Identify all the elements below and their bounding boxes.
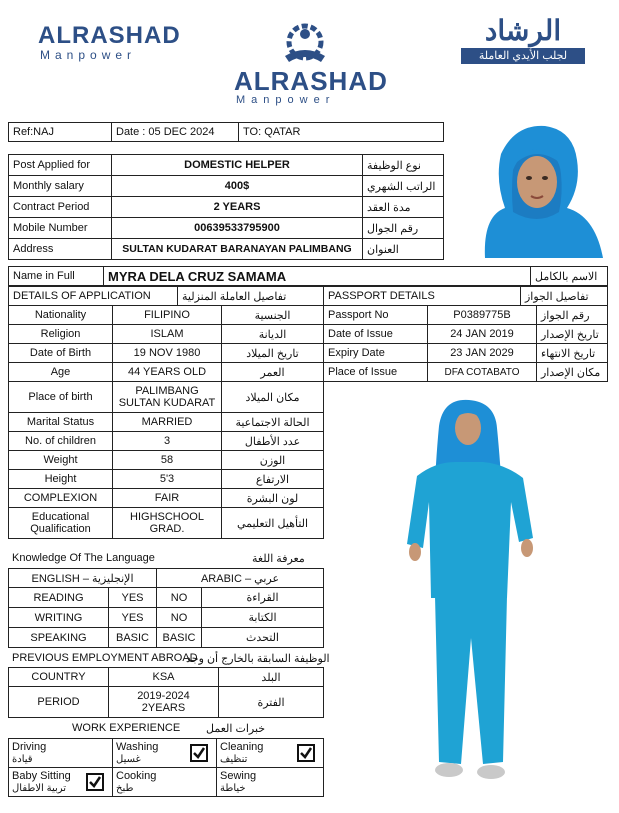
center-logo-sub: Manpower bbox=[236, 94, 336, 106]
job-ar-2: مدة العقد bbox=[362, 196, 444, 218]
lang-english-header: ENGLISH – الإنجليزية bbox=[8, 568, 157, 588]
portrait-photo bbox=[455, 120, 607, 258]
job-value-1: 400$ bbox=[111, 175, 363, 197]
work-item-ar: تربية الاطفال bbox=[12, 783, 67, 794]
detail-ar: تاريخ الميلاد bbox=[221, 343, 324, 363]
passport-label: Passport No bbox=[323, 305, 428, 325]
job-ar-3: رقم الجوال bbox=[362, 217, 444, 239]
center-logo-title: ALRASHAD bbox=[234, 66, 388, 96]
passport-label: Expiry Date bbox=[323, 343, 428, 363]
name-ar: الاسم بالكامل bbox=[530, 266, 608, 286]
work-item-en: Baby Sitting bbox=[12, 770, 71, 782]
passport-value: DFA COTABATO bbox=[427, 362, 537, 382]
left-logo-sub: Manpower bbox=[40, 48, 137, 62]
detail-ar: الوزن bbox=[221, 450, 324, 470]
job-label-3: Mobile Number bbox=[8, 217, 112, 239]
lang-english-value: YES bbox=[108, 587, 157, 608]
center-logo bbox=[230, 22, 388, 106]
work-item-ar: خياطة bbox=[220, 783, 246, 794]
lang-skill-label: WRITING bbox=[8, 607, 109, 628]
handshake-gear-icon bbox=[275, 22, 335, 68]
name-label: Name in Full bbox=[8, 266, 104, 286]
job-value-0: DOMESTIC HELPER bbox=[111, 154, 363, 176]
passport-ar: تاريخ الانتهاء bbox=[536, 343, 608, 363]
detail-value: 58 bbox=[112, 450, 222, 470]
work-item-ar: طبخ bbox=[116, 783, 134, 794]
lang-skill-label: READING bbox=[8, 587, 109, 608]
period-value: 2019-2024 2YEARS bbox=[108, 686, 219, 718]
lang-english-value: YES bbox=[108, 607, 157, 628]
work-item-ar: غسيل bbox=[116, 754, 141, 765]
passport-ar: تاريخ الإصدار bbox=[536, 324, 608, 344]
job-value-4: SULTAN KUDARAT BARANAYAN PALIMBANG bbox=[111, 238, 363, 260]
job-value-2: 2 YEARS bbox=[111, 196, 363, 218]
detail-ar: مكان الميلاد bbox=[221, 381, 324, 413]
job-ar-4: العنوان bbox=[362, 238, 444, 260]
passport-value: 24 JAN 2019 bbox=[427, 324, 537, 344]
work-item bbox=[112, 767, 217, 797]
language-title: Knowledge Of The Language bbox=[12, 552, 155, 564]
work-title-ar: خبرات العمل bbox=[206, 723, 266, 735]
passport-label: Date of Issue bbox=[323, 324, 428, 344]
detail-ar: العمر bbox=[221, 362, 324, 382]
detail-value: MARRIED bbox=[112, 412, 222, 432]
checkbox-checked-icon bbox=[297, 744, 315, 762]
lang-skill-ar: القراءة bbox=[201, 587, 324, 608]
work-item-en: Driving bbox=[12, 741, 47, 753]
work-item-ar: تنظيف bbox=[220, 754, 248, 765]
period-ar: الفترة bbox=[218, 686, 324, 718]
work-title: WORK EXPERIENCE bbox=[72, 722, 181, 734]
right-logo-title: الرشاد bbox=[484, 15, 562, 46]
work-item-en: Washing bbox=[116, 741, 159, 753]
work-item-en: Cooking bbox=[116, 770, 157, 782]
passport-ar: رقم الجواز bbox=[536, 305, 608, 325]
ref-to: TO: QATAR bbox=[238, 122, 444, 142]
detail-value: 5'3 bbox=[112, 469, 222, 489]
detail-ar: الحالة الاجتماعية bbox=[221, 412, 324, 432]
language-title-ar: معرفة اللغة bbox=[252, 553, 305, 565]
detail-ar: الديانة bbox=[221, 324, 324, 344]
left-logo bbox=[38, 22, 183, 66]
details-app-header: DETAILS OF APPLICATION bbox=[8, 286, 178, 306]
employment-title: PREVIOUS EMPLOYMENT ABROAD bbox=[12, 652, 198, 664]
left-logo-title: ALRASHAD bbox=[38, 22, 181, 49]
job-value-3: 00639533795900 bbox=[111, 217, 363, 239]
detail-value: HIGHSCHOOL GRAD. bbox=[112, 507, 222, 539]
detail-value: FAIR bbox=[112, 488, 222, 508]
detail-label: No. of children bbox=[8, 431, 113, 451]
detail-label: Age bbox=[8, 362, 113, 382]
detail-label: Date of Birth bbox=[8, 343, 113, 363]
name-value: MYRA DELA CRUZ SAMAMA bbox=[103, 266, 531, 286]
detail-ar: الجنسية bbox=[221, 305, 324, 325]
detail-label: Weight bbox=[8, 450, 113, 470]
country-label: COUNTRY bbox=[8, 667, 109, 687]
work-item bbox=[8, 767, 113, 797]
work-item-en: Sewing bbox=[220, 770, 257, 782]
detail-ar: الارتفاع bbox=[221, 469, 324, 489]
lang-arabic-value: NO bbox=[156, 607, 202, 628]
job-label-0: Post Applied for bbox=[8, 154, 112, 176]
ref-date: Date : 05 DEC 2024 bbox=[111, 122, 239, 142]
detail-label: COMPLEXION bbox=[8, 488, 113, 508]
work-item bbox=[112, 738, 217, 768]
full-body-photo bbox=[395, 398, 545, 790]
work-item bbox=[8, 738, 113, 768]
lang-english-value: BASIC bbox=[108, 627, 157, 648]
lang-arabic-value: BASIC bbox=[156, 627, 202, 648]
checkbox-checked-icon bbox=[190, 744, 208, 762]
detail-value: PALIMBANG SULTAN KUDARAT bbox=[112, 381, 222, 413]
passport-value: P0389775B bbox=[427, 305, 537, 325]
job-label-1: Monthly salary bbox=[8, 175, 112, 197]
detail-label: Place of birth bbox=[8, 381, 113, 413]
passport-label: Place of Issue bbox=[323, 362, 428, 382]
detail-ar: لون البشرة bbox=[221, 488, 324, 508]
detail-value: 3 bbox=[112, 431, 222, 451]
job-ar-1: الراتب الشهري bbox=[362, 175, 444, 197]
detail-label: Educational Qualification bbox=[8, 507, 113, 539]
lang-skill-ar: التحدث bbox=[201, 627, 324, 648]
passport-value: 23 JAN 2029 bbox=[427, 343, 537, 363]
work-item-en: Cleaning bbox=[220, 741, 264, 753]
job-label-4: Address bbox=[8, 238, 112, 260]
ref-number: Ref:NAJ bbox=[8, 122, 112, 142]
job-ar-0: نوع الوظيفة bbox=[362, 154, 444, 176]
lang-skill-label: SPEAKING bbox=[8, 627, 109, 648]
detail-value: 44 YEARS OLD bbox=[112, 362, 222, 382]
portrait-icon bbox=[455, 120, 607, 258]
full-body-icon bbox=[395, 398, 545, 790]
work-item bbox=[216, 738, 324, 768]
employment-title-ar: الوظيفة السابقة بالخارج أن وجد bbox=[186, 653, 330, 665]
passport-header-ar: تفاصيل الجواز bbox=[520, 286, 608, 306]
detail-value: ISLAM bbox=[112, 324, 222, 344]
right-logo bbox=[455, 14, 590, 64]
detail-value: FILIPINO bbox=[112, 305, 222, 325]
work-item bbox=[216, 767, 324, 797]
detail-ar: التأهيل التعليمي bbox=[221, 507, 324, 539]
detail-value: 19 NOV 1980 bbox=[112, 343, 222, 363]
work-item-ar: قيادة bbox=[12, 754, 33, 765]
detail-label: Nationality bbox=[8, 305, 113, 325]
job-label-2: Contract Period bbox=[8, 196, 112, 218]
passport-header: PASSPORT DETAILS bbox=[323, 286, 521, 306]
detail-label: Marital Status bbox=[8, 412, 113, 432]
period-label: PERIOD bbox=[8, 686, 109, 718]
country-ar: البلد bbox=[218, 667, 324, 687]
lang-arabic-value: NO bbox=[156, 587, 202, 608]
detail-label: Religion bbox=[8, 324, 113, 344]
lang-skill-ar: الكتابة bbox=[201, 607, 324, 628]
detail-ar: عدد الأطفال bbox=[221, 431, 324, 451]
country-value: KSA bbox=[108, 667, 219, 687]
details-app-header-ar: تفاصيل العاملة المنزلية bbox=[177, 286, 324, 306]
detail-label: Height bbox=[8, 469, 113, 489]
passport-ar: مكان الإصدار bbox=[536, 362, 608, 382]
lang-arabic-header: ARABIC – عربي bbox=[156, 568, 324, 588]
checkbox-checked-icon bbox=[86, 773, 104, 791]
right-logo-sub: لجلب الأيدي العاملة bbox=[461, 48, 585, 64]
